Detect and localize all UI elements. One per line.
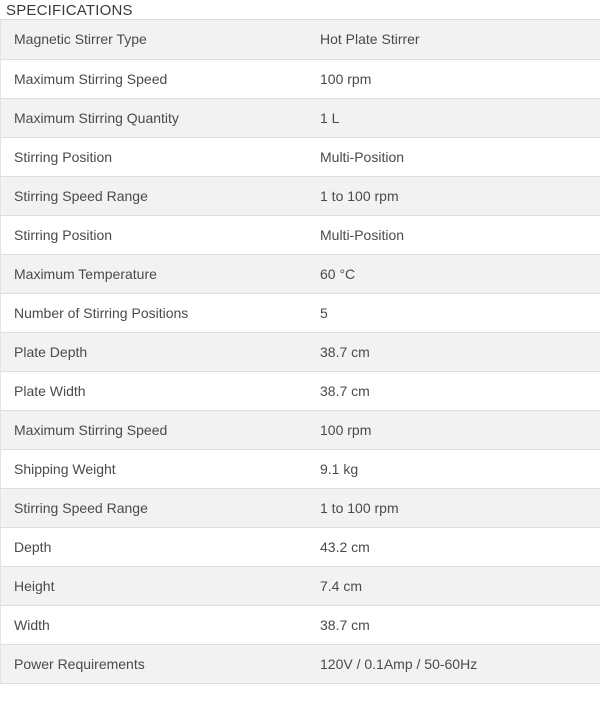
spec-value: 5 xyxy=(307,293,600,332)
spec-label: Maximum Stirring Speed xyxy=(1,410,307,449)
spec-value: Multi-Position xyxy=(307,215,600,254)
spec-value: 38.7 cm xyxy=(307,371,600,410)
table-row xyxy=(1,137,600,176)
table-row xyxy=(1,449,600,488)
table-row xyxy=(1,527,600,566)
table-row xyxy=(1,371,600,410)
spec-value: 1 L xyxy=(307,98,600,137)
table-row xyxy=(1,644,600,683)
spec-label: Shipping Weight xyxy=(1,449,307,488)
table-row xyxy=(1,59,600,98)
spec-table-body xyxy=(1,20,600,683)
spec-value: 120V / 0.1Amp / 50-60Hz xyxy=(307,644,600,683)
spec-label: Maximum Stirring Speed xyxy=(1,59,307,98)
spec-value: 38.7 cm xyxy=(307,605,600,644)
spec-label: Magnetic Stirrer Type xyxy=(1,20,307,59)
spec-label: Maximum Stirring Quantity xyxy=(1,98,307,137)
table-row xyxy=(1,20,600,59)
spec-value: 100 rpm xyxy=(307,59,600,98)
table-row xyxy=(1,488,600,527)
spec-value: 60 °C xyxy=(307,254,600,293)
spec-value: 7.4 cm xyxy=(307,566,600,605)
spec-value: Multi-Position xyxy=(307,137,600,176)
spec-value: 43.2 cm xyxy=(307,527,600,566)
spec-value: 1 to 100 rpm xyxy=(307,488,600,527)
spec-value: 1 to 100 rpm xyxy=(307,176,600,215)
spec-label: Stirring Position xyxy=(1,137,307,176)
table-row xyxy=(1,176,600,215)
table-row xyxy=(1,215,600,254)
spec-label: Plate Width xyxy=(1,371,307,410)
spec-label: Stirring Position xyxy=(1,215,307,254)
table-row xyxy=(1,293,600,332)
spec-label: Height xyxy=(1,566,307,605)
spec-value: 100 rpm xyxy=(307,410,600,449)
table-row xyxy=(1,566,600,605)
table-row xyxy=(1,98,600,137)
spec-label: Depth xyxy=(1,527,307,566)
spec-label: Plate Depth xyxy=(1,332,307,371)
spec-label: Stirring Speed Range xyxy=(1,176,307,215)
spec-table-container xyxy=(0,20,599,684)
spec-value: 9.1 kg xyxy=(307,449,600,488)
table-row xyxy=(1,605,600,644)
table-row xyxy=(1,410,600,449)
spec-value: Hot Plate Stirrer xyxy=(307,20,600,59)
spec-value: 38.7 cm xyxy=(307,332,600,371)
spec-label: Power Requirements xyxy=(1,644,307,683)
spec-label: Number of Stirring Positions xyxy=(1,293,307,332)
table-row xyxy=(1,254,600,293)
table-row xyxy=(1,332,600,371)
spec-label: Stirring Speed Range xyxy=(1,488,307,527)
section-heading: SPECIFICATIONS xyxy=(0,0,600,20)
spec-table xyxy=(1,20,600,684)
spec-label: Maximum Temperature xyxy=(1,254,307,293)
spec-label: Width xyxy=(1,605,307,644)
